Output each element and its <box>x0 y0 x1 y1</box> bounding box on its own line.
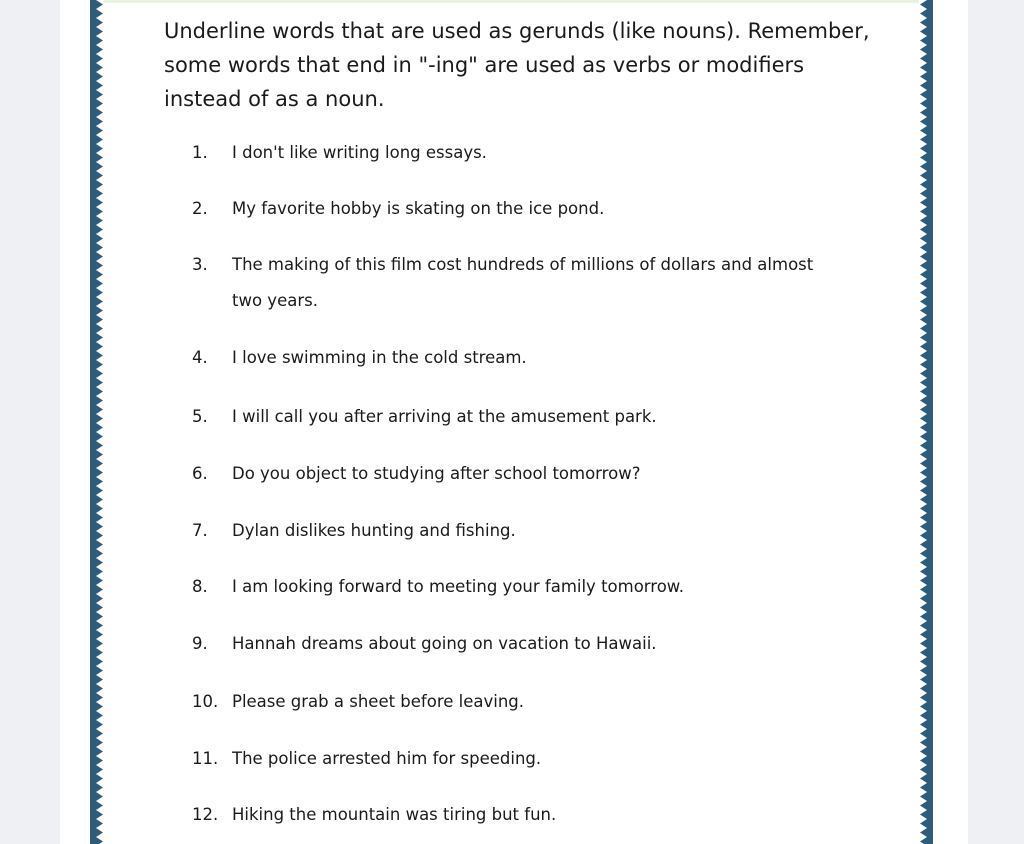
question-number: 1. <box>192 143 208 162</box>
question-item <box>192 626 657 662</box>
instructions-text: Underline words that are used as gerunds (like nouns). Remember, some words that end in "-ing" are used as verbs or modifiers instead of as a noun. <box>164 19 870 111</box>
question-text: I will call you after arriving at the amusement park. <box>232 407 657 426</box>
question-item <box>192 135 487 171</box>
question-number: 11. <box>192 749 219 768</box>
question-text: My favorite hobby is skating on the ice pond. <box>232 199 605 218</box>
question-item <box>192 191 604 227</box>
question-number: 6. <box>192 464 208 483</box>
question-item <box>192 247 814 310</box>
question-number: 4. <box>192 348 208 367</box>
question-number: 5. <box>192 407 208 426</box>
question-item <box>192 340 527 376</box>
question-text-continued: two years. <box>232 291 318 310</box>
left-decorative-border <box>90 0 104 844</box>
question-text: Do you object to studying after school tomorrow? <box>232 464 641 483</box>
question-text: Please grab a sheet before leaving. <box>232 692 525 711</box>
question-number: 9. <box>192 634 208 653</box>
question-text: The making of this film cost hundreds of millions of dollars and almost <box>232 255 814 274</box>
question-item <box>192 399 657 435</box>
question-item <box>192 569 684 605</box>
question-number: 2. <box>192 199 208 218</box>
question-number: 10. <box>192 692 219 711</box>
question-text: Hiking the mountain was tiring but fun. <box>232 805 557 824</box>
question-number: 3. <box>192 255 208 274</box>
question-text: I am looking forward to meeting your family tomorrow. <box>232 577 685 596</box>
question-item <box>192 513 516 549</box>
question-number: 8. <box>192 577 208 596</box>
right-decorative-border <box>919 0 933 844</box>
question-item <box>192 456 640 492</box>
question-number: 7. <box>192 521 208 540</box>
question-text: Hannah dreams about going on vacation to Hawaii. <box>232 634 657 653</box>
question-item <box>192 797 556 833</box>
question-text: The police arrested him for speeding. <box>232 749 542 768</box>
question-text: Dylan dislikes hunting and fishing. <box>232 521 516 540</box>
question-item <box>192 741 541 777</box>
question-text: I love swimming in the cold stream. <box>232 348 527 367</box>
top-border-line <box>104 0 919 3</box>
question-number: 12. <box>192 805 219 824</box>
question-item <box>192 684 524 720</box>
question-text: I don't like writing long essays. <box>232 143 487 162</box>
